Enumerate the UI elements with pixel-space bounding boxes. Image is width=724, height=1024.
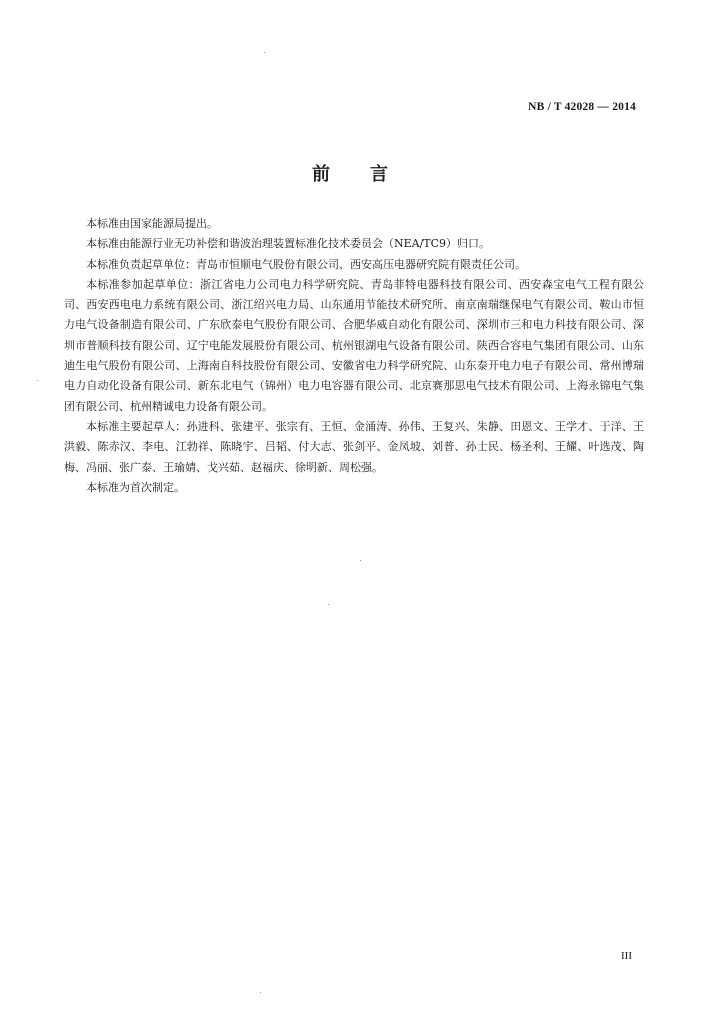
scan-speck <box>360 560 361 561</box>
scan-speck <box>37 380 38 381</box>
paragraph-proposer: 本标准由国家能源局提出。 <box>86 217 218 230</box>
foreword-body <box>64 214 644 498</box>
page-number: III <box>621 950 632 962</box>
page-title: 前言 <box>312 164 428 185</box>
paragraph-lead-drafters: 本标准负责起草单位：青岛市恒顺电气股份有限公司、西安高压电器研究院有限责任公司。 <box>86 257 526 271</box>
scan-speck <box>328 604 329 605</box>
paragraph-participating-drafters: 本标准参加起草单位：浙江省电力公司电力科学研究院、青岛菲特电器科技有限公司、西安森宝电气工程有限公司、西安西电电力系统有限公司、浙江绍兴电力局、山东通用节能技术研究所、南京南瑞继保电气有限公司、鞍山市恒力电气设备制造有限公司、广东欣泰电气股份有限公司、合肥华威自动化有限公司、深圳市三和电力科技有限公司、深圳市普顺科技有限公司、辽宁电能发展股份有限公司、杭州银湖电气设备有限公司、陕西合容电气集团有限公司、山东迪生电气股份有限公司、上海南自科技股份有限公司、安徽省电力科学研究院、山东泰开电力电子有限公司、常州博瑞电力自动化设备有限公司、新东北电气（锦州）电力电容器有限公司、北京赛那思电气技术有限公司、上海永锦电气集团有限公司、杭州精诚电力设备有限公司。 <box>64 277 644 413</box>
scan-speck <box>264 52 265 53</box>
scan-speck <box>260 992 261 993</box>
paragraph-committee: 本标准由能源行业无功补偿和谐波治理装置标准化技术委员会（NEA/TC9）归口。 <box>86 237 491 251</box>
standard-code: NB / T 42028 — 2014 <box>528 101 636 113</box>
paragraph-first-edition: 本标准为首次制定。 <box>86 480 185 494</box>
paragraph-main-drafters: 本标准主要起草人：孙进科、张建平、张宗有、王恒、金涌涛、孙伟、王复兴、朱静、田恩文、王学才、于洋、王洪毅、陈赤汉、李电、江勃祥、陈晓宇、吕韬、付大志、张剑平、金凤坡、刘普、孙士民、杨圣利、王耀、叶选茂、陶梅、冯丽、张广泰、王瑜婧、戈兴茹、赵福庆、徐明新、周松强。 <box>64 419 644 474</box>
